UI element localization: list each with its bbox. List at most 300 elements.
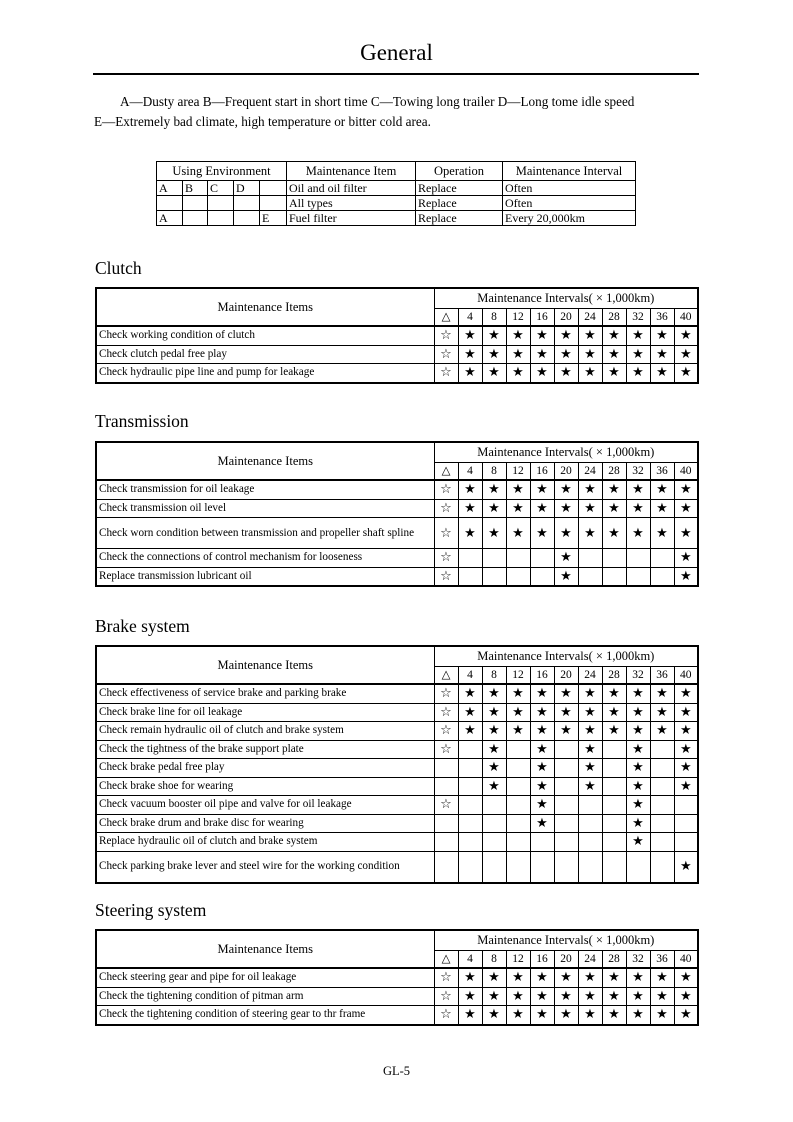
- empty-cell: [650, 549, 674, 568]
- operation-cell: Replace: [416, 196, 503, 211]
- empty-cell: [578, 851, 602, 883]
- empty-cell: [626, 549, 650, 568]
- table-row: [96, 518, 698, 549]
- filled-star-icon: ★: [626, 796, 650, 815]
- interval-column-header: 24: [578, 463, 602, 481]
- interval-column-header: 32: [626, 951, 650, 969]
- hollow-star-icon: ☆: [434, 703, 458, 722]
- filled-star-icon: ★: [626, 364, 650, 383]
- hollow-star-icon: ☆: [434, 518, 458, 549]
- filled-star-icon: ★: [530, 703, 554, 722]
- interval-column-header: 4: [458, 667, 482, 685]
- filled-star-icon: ★: [674, 987, 698, 1006]
- hollow-star-icon: ☆: [434, 345, 458, 364]
- maintenance-item-text: Check effectiveness of service brake and parking brake: [96, 684, 434, 703]
- interval-column-header: 4: [458, 951, 482, 969]
- filled-star-icon: ★: [674, 549, 698, 568]
- empty-cell: [650, 777, 674, 796]
- interval-column-header: 40: [674, 951, 698, 969]
- interval-column-header: 12: [506, 667, 530, 685]
- filled-star-icon: ★: [674, 722, 698, 741]
- filled-star-icon: ★: [578, 740, 602, 759]
- filled-star-icon: ★: [506, 326, 530, 345]
- table-row: [96, 814, 698, 833]
- interval-cell: Often: [503, 196, 636, 211]
- maintenance-item-text: Check worn condition between transmission and propeller shaft spline: [96, 518, 434, 549]
- filled-star-icon: ★: [506, 364, 530, 383]
- filled-star-icon: ★: [674, 499, 698, 518]
- empty-cell: [482, 851, 506, 883]
- filled-star-icon: ★: [530, 326, 554, 345]
- empty-cell: [578, 549, 602, 568]
- environment-row: [157, 196, 636, 211]
- maintenance-intervals-header: Maintenance Intervals( × 1,000km): [434, 646, 698, 667]
- filled-star-icon: ★: [674, 480, 698, 499]
- empty-cell: [506, 549, 530, 568]
- table-row: [96, 480, 698, 499]
- filled-star-icon: ★: [482, 364, 506, 383]
- interval-column-header: 28: [602, 667, 626, 685]
- filled-star-icon: ★: [554, 703, 578, 722]
- interval-column-header: 36: [650, 667, 674, 685]
- filled-star-icon: ★: [578, 722, 602, 741]
- filled-star-icon: ★: [554, 499, 578, 518]
- filled-star-icon: ★: [530, 345, 554, 364]
- environment-code-cell: [260, 181, 287, 196]
- table-row: [96, 1006, 698, 1025]
- triangle-column-header: △: [434, 309, 458, 327]
- filled-star-icon: ★: [578, 777, 602, 796]
- filled-star-icon: ★: [554, 326, 578, 345]
- filled-star-icon: ★: [626, 703, 650, 722]
- table-row: [96, 364, 698, 383]
- filled-star-icon: ★: [578, 499, 602, 518]
- table-row: [96, 987, 698, 1006]
- interval-column-header: 4: [458, 463, 482, 481]
- maintenance-item-text: Replace transmission lubricant oil: [96, 567, 434, 586]
- empty-cell: [554, 833, 578, 852]
- empty-cell: [434, 851, 458, 883]
- filled-star-icon: ★: [530, 968, 554, 987]
- hollow-star-icon: ☆: [434, 480, 458, 499]
- header-operation: Operation: [416, 162, 503, 181]
- table-row: [96, 968, 698, 987]
- empty-cell: [650, 567, 674, 586]
- empty-cell: [506, 777, 530, 796]
- maintenance-intervals-header: Maintenance Intervals( × 1,000km): [434, 288, 698, 309]
- filled-star-icon: ★: [578, 364, 602, 383]
- filled-star-icon: ★: [602, 968, 626, 987]
- header-maintenance-interval: Maintenance Interval: [503, 162, 636, 181]
- filled-star-icon: ★: [626, 480, 650, 499]
- filled-star-icon: ★: [482, 345, 506, 364]
- table-row: [96, 740, 698, 759]
- empty-cell: [674, 814, 698, 833]
- filled-star-icon: ★: [674, 684, 698, 703]
- filled-star-icon: ★: [506, 987, 530, 1006]
- filled-star-icon: ★: [458, 345, 482, 364]
- maintenance-items-header: Maintenance Items: [96, 288, 434, 326]
- maintenance-item-text: Check transmission for oil leakage: [96, 480, 434, 499]
- filled-star-icon: ★: [482, 518, 506, 549]
- environment-code-cell: [183, 211, 208, 226]
- filled-star-icon: ★: [458, 1006, 482, 1025]
- maintenance-item-text: Check parking brake lever and steel wire for the working condition: [96, 851, 434, 883]
- filled-star-icon: ★: [482, 777, 506, 796]
- hollow-star-icon: ☆: [434, 684, 458, 703]
- empty-cell: [554, 777, 578, 796]
- filled-star-icon: ★: [626, 722, 650, 741]
- filled-star-icon: ★: [626, 968, 650, 987]
- maintenance-item-cell: Fuel filter: [287, 211, 416, 226]
- table-row: [96, 703, 698, 722]
- empty-cell: [434, 777, 458, 796]
- interval-column-header: 20: [554, 309, 578, 327]
- filled-star-icon: ★: [626, 759, 650, 778]
- filled-star-icon: ★: [650, 480, 674, 499]
- empty-cell: [602, 833, 626, 852]
- maintenance-items-header: Maintenance Items: [96, 646, 434, 684]
- filled-star-icon: ★: [458, 968, 482, 987]
- filled-star-icon: ★: [530, 684, 554, 703]
- table-row: [96, 499, 698, 518]
- environment-code-cell: A: [157, 211, 183, 226]
- empty-cell: [554, 759, 578, 778]
- section-title-clutch: Clutch: [95, 258, 142, 278]
- maintenance-item-text: Check clutch pedal free play: [96, 345, 434, 364]
- filled-star-icon: ★: [578, 703, 602, 722]
- empty-cell: [602, 814, 626, 833]
- maintenance-item-text: Check brake line for oil leakage: [96, 703, 434, 722]
- maintenance-items-header: Maintenance Items: [96, 442, 434, 480]
- environment-code-cell: [234, 196, 260, 211]
- maintenance-item-text: Check brake drum and brake disc for wearing: [96, 814, 434, 833]
- filled-star-icon: ★: [482, 703, 506, 722]
- maintenance-item-text: Check the connections of control mechanism for looseness: [96, 549, 434, 568]
- filled-star-icon: ★: [626, 499, 650, 518]
- hollow-star-icon: ☆: [434, 987, 458, 1006]
- clutch-table: [95, 287, 699, 384]
- interval-column-header: 16: [530, 667, 554, 685]
- filled-star-icon: ★: [674, 345, 698, 364]
- maintenance-item-text: Check vacuum booster oil pipe and valve for oil leakage: [96, 796, 434, 815]
- filled-star-icon: ★: [650, 722, 674, 741]
- filled-star-icon: ★: [602, 1006, 626, 1025]
- maintenance-item-text: Check working condition of clutch: [96, 326, 434, 345]
- filled-star-icon: ★: [602, 722, 626, 741]
- hollow-star-icon: ☆: [434, 326, 458, 345]
- table-row: [96, 549, 698, 568]
- filled-star-icon: ★: [458, 518, 482, 549]
- filled-star-icon: ★: [650, 364, 674, 383]
- filled-star-icon: ★: [674, 968, 698, 987]
- empty-cell: [650, 814, 674, 833]
- empty-cell: [506, 833, 530, 852]
- filled-star-icon: ★: [530, 759, 554, 778]
- interval-column-header: 32: [626, 309, 650, 327]
- maintenance-item-text: Check the tightening condition of pitman arm: [96, 987, 434, 1006]
- filled-star-icon: ★: [626, 740, 650, 759]
- filled-star-icon: ★: [458, 722, 482, 741]
- title-rule: [93, 73, 699, 75]
- empty-cell: [530, 833, 554, 852]
- maintenance-item-text: Check brake shoe for wearing: [96, 777, 434, 796]
- maintenance-item-text: Check brake pedal free play: [96, 759, 434, 778]
- filled-star-icon: ★: [602, 684, 626, 703]
- filled-star-icon: ★: [530, 518, 554, 549]
- interval-column-header: 20: [554, 463, 578, 481]
- filled-star-icon: ★: [554, 968, 578, 987]
- interval-column-header: 12: [506, 463, 530, 481]
- empty-cell: [506, 567, 530, 586]
- filled-star-icon: ★: [602, 480, 626, 499]
- interval-column-header: 12: [506, 951, 530, 969]
- empty-cell: [458, 851, 482, 883]
- table-header-row: [96, 930, 698, 951]
- environment-code-cell: E: [260, 211, 287, 226]
- legend-line-1: A—Dusty area B—Frequent start in short time C—Towing long trailer D—Long tome idle speed: [120, 94, 635, 109]
- filled-star-icon: ★: [458, 987, 482, 1006]
- maintenance-item-text: Check hydraulic pipe line and pump for leakage: [96, 364, 434, 383]
- empty-cell: [458, 833, 482, 852]
- empty-cell: [674, 833, 698, 852]
- filled-star-icon: ★: [554, 518, 578, 549]
- section-title-steering-system: Steering system: [95, 900, 207, 920]
- empty-cell: [482, 833, 506, 852]
- filled-star-icon: ★: [554, 684, 578, 703]
- interval-column-header: 32: [626, 667, 650, 685]
- maintenance-intervals-header: Maintenance Intervals( × 1,000km): [434, 442, 698, 463]
- header-maintenance-item: Maintenance Item: [287, 162, 416, 181]
- table-row: [96, 833, 698, 852]
- empty-cell: [434, 833, 458, 852]
- table-row: [96, 796, 698, 815]
- filled-star-icon: ★: [458, 480, 482, 499]
- hollow-star-icon: ☆: [434, 1006, 458, 1025]
- empty-cell: [674, 796, 698, 815]
- interval-column-header: 24: [578, 667, 602, 685]
- environment-code-cell: [260, 196, 287, 211]
- filled-star-icon: ★: [482, 684, 506, 703]
- filled-star-icon: ★: [674, 567, 698, 586]
- filled-star-icon: ★: [578, 759, 602, 778]
- empty-cell: [602, 567, 626, 586]
- filled-star-icon: ★: [554, 987, 578, 1006]
- maintenance-item-cell: All types: [287, 196, 416, 211]
- filled-star-icon: ★: [650, 1006, 674, 1025]
- triangle-column-header: △: [434, 951, 458, 969]
- empty-cell: [458, 549, 482, 568]
- filled-star-icon: ★: [650, 968, 674, 987]
- maintenance-item-text: Check steering gear and pipe for oil leakage: [96, 968, 434, 987]
- interval-column-header: 28: [602, 463, 626, 481]
- table-row: [96, 567, 698, 586]
- empty-cell: [554, 814, 578, 833]
- filled-star-icon: ★: [530, 987, 554, 1006]
- filled-star-icon: ★: [482, 722, 506, 741]
- filled-star-icon: ★: [650, 684, 674, 703]
- environment-legend: [94, 92, 700, 132]
- filled-star-icon: ★: [674, 851, 698, 883]
- transmission-table: [95, 441, 699, 587]
- empty-cell: [626, 567, 650, 586]
- maintenance-item-text: Replace hydraulic oil of clutch and brake system: [96, 833, 434, 852]
- filled-star-icon: ★: [482, 740, 506, 759]
- empty-cell: [602, 549, 626, 568]
- environment-row: [157, 211, 636, 226]
- operation-cell: Replace: [416, 211, 503, 226]
- table-row: [96, 851, 698, 883]
- filled-star-icon: ★: [506, 703, 530, 722]
- filled-star-icon: ★: [674, 364, 698, 383]
- brake-system-table: [95, 645, 699, 884]
- environment-code-cell: [157, 196, 183, 211]
- table-row: [96, 759, 698, 778]
- steering-system-table: [95, 929, 699, 1026]
- empty-cell: [482, 814, 506, 833]
- empty-cell: [434, 759, 458, 778]
- table-row: [96, 777, 698, 796]
- filled-star-icon: ★: [674, 518, 698, 549]
- interval-column-header: 20: [554, 951, 578, 969]
- filled-star-icon: ★: [650, 326, 674, 345]
- empty-cell: [458, 777, 482, 796]
- hollow-star-icon: ☆: [434, 499, 458, 518]
- filled-star-icon: ★: [602, 518, 626, 549]
- empty-cell: [506, 740, 530, 759]
- empty-cell: [602, 851, 626, 883]
- empty-cell: [458, 796, 482, 815]
- empty-cell: [458, 567, 482, 586]
- filled-star-icon: ★: [482, 326, 506, 345]
- filled-star-icon: ★: [482, 759, 506, 778]
- empty-cell: [602, 777, 626, 796]
- filled-star-icon: ★: [506, 518, 530, 549]
- empty-cell: [482, 549, 506, 568]
- hollow-star-icon: ☆: [434, 549, 458, 568]
- hollow-star-icon: ☆: [434, 722, 458, 741]
- environment-row: [157, 181, 636, 196]
- empty-cell: [458, 740, 482, 759]
- hollow-star-icon: ☆: [434, 968, 458, 987]
- interval-column-header: 16: [530, 463, 554, 481]
- filled-star-icon: ★: [458, 326, 482, 345]
- filled-star-icon: ★: [602, 326, 626, 345]
- interval-column-header: 36: [650, 951, 674, 969]
- empty-cell: [578, 567, 602, 586]
- filled-star-icon: ★: [530, 364, 554, 383]
- hollow-star-icon: ☆: [434, 740, 458, 759]
- filled-star-icon: ★: [626, 987, 650, 1006]
- filled-star-icon: ★: [482, 987, 506, 1006]
- maintenance-items-header: Maintenance Items: [96, 930, 434, 968]
- filled-star-icon: ★: [554, 549, 578, 568]
- legend-line-2: E—Extremely bad climate, high temperature or bitter cold area.: [94, 114, 431, 129]
- filled-star-icon: ★: [506, 968, 530, 987]
- triangle-column-header: △: [434, 463, 458, 481]
- triangle-column-header: △: [434, 667, 458, 685]
- filled-star-icon: ★: [650, 987, 674, 1006]
- interval-cell: Every 20,000km: [503, 211, 636, 226]
- page-number: GL-5: [382, 1064, 411, 1078]
- interval-column-header: 32: [626, 463, 650, 481]
- empty-cell: [650, 851, 674, 883]
- interval-column-header: 28: [602, 951, 626, 969]
- filled-star-icon: ★: [578, 345, 602, 364]
- filled-star-icon: ★: [578, 1006, 602, 1025]
- hollow-star-icon: ☆: [434, 364, 458, 383]
- filled-star-icon: ★: [554, 567, 578, 586]
- table-row: [96, 684, 698, 703]
- page-title: General: [360, 40, 433, 65]
- empty-cell: [530, 567, 554, 586]
- empty-cell: [458, 814, 482, 833]
- table-header-row: [96, 646, 698, 667]
- filled-star-icon: ★: [650, 703, 674, 722]
- filled-star-icon: ★: [506, 345, 530, 364]
- empty-cell: [458, 759, 482, 778]
- filled-star-icon: ★: [626, 345, 650, 364]
- interval-column-header: 40: [674, 463, 698, 481]
- interval-column-header: 40: [674, 309, 698, 327]
- filled-star-icon: ★: [626, 684, 650, 703]
- environment-code-cell: D: [234, 181, 260, 196]
- filled-star-icon: ★: [554, 722, 578, 741]
- hollow-star-icon: ☆: [434, 796, 458, 815]
- filled-star-icon: ★: [602, 345, 626, 364]
- interval-column-header: 28: [602, 309, 626, 327]
- filled-star-icon: ★: [458, 703, 482, 722]
- filled-star-icon: ★: [626, 833, 650, 852]
- empty-cell: [506, 851, 530, 883]
- hollow-star-icon: ☆: [434, 567, 458, 586]
- environment-code-cell: B: [183, 181, 208, 196]
- environment-table: [156, 161, 636, 226]
- filled-star-icon: ★: [458, 684, 482, 703]
- filled-star-icon: ★: [482, 499, 506, 518]
- interval-column-header: 16: [530, 309, 554, 327]
- empty-cell: [578, 796, 602, 815]
- empty-cell: [530, 851, 554, 883]
- empty-cell: [650, 796, 674, 815]
- filled-star-icon: ★: [506, 480, 530, 499]
- filled-star-icon: ★: [554, 480, 578, 499]
- maintenance-item-text: Check the tightness of the brake support plate: [96, 740, 434, 759]
- header-using-environment: Using Environment: [157, 162, 287, 181]
- empty-cell: [602, 796, 626, 815]
- empty-cell: [554, 796, 578, 815]
- section-title-transmission: Transmission: [95, 411, 189, 431]
- empty-cell: [530, 549, 554, 568]
- interval-column-header: 8: [482, 951, 506, 969]
- operation-cell: Replace: [416, 181, 503, 196]
- filled-star-icon: ★: [602, 364, 626, 383]
- filled-star-icon: ★: [674, 703, 698, 722]
- filled-star-icon: ★: [578, 684, 602, 703]
- filled-star-icon: ★: [674, 777, 698, 796]
- filled-star-icon: ★: [578, 968, 602, 987]
- interval-column-header: 40: [674, 667, 698, 685]
- filled-star-icon: ★: [530, 740, 554, 759]
- empty-cell: [506, 759, 530, 778]
- empty-cell: [506, 796, 530, 815]
- interval-column-header: 8: [482, 463, 506, 481]
- filled-star-icon: ★: [578, 480, 602, 499]
- empty-cell: [602, 759, 626, 778]
- interval-column-header: 36: [650, 463, 674, 481]
- interval-column-header: 24: [578, 951, 602, 969]
- environment-code-cell: C: [208, 181, 234, 196]
